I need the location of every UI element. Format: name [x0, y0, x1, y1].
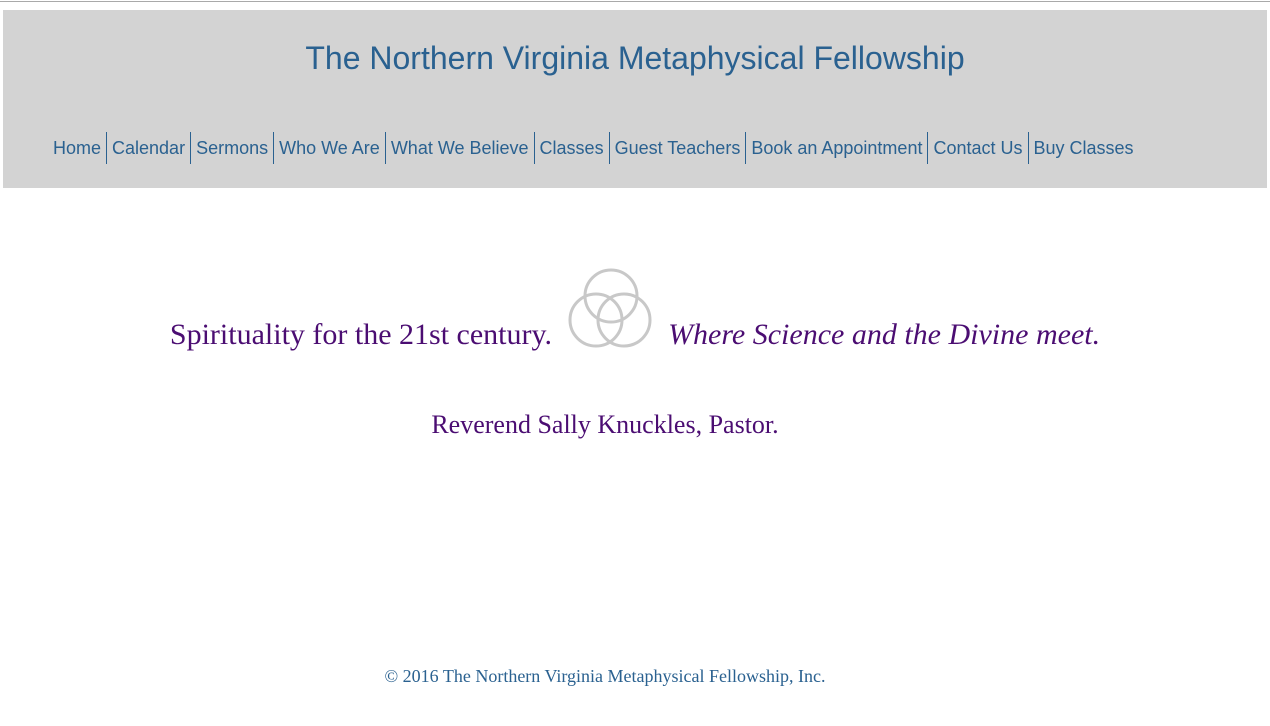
site-title[interactable]: The Northern Virginia Metaphysical Fellowship	[305, 40, 965, 76]
nav-item-buy-classes[interactable]: Buy Classes	[1028, 132, 1139, 164]
trinity-rings-icon	[566, 268, 656, 354]
nav-item-classes[interactable]: Classes	[534, 132, 609, 164]
nav-item-calendar[interactable]: Calendar	[106, 132, 190, 164]
nav-item-book-an-appointment[interactable]: Book an Appointment	[745, 132, 927, 164]
top-divider	[0, 1, 1270, 2]
nav-item-what-we-believe[interactable]: What We Believe	[385, 132, 534, 164]
tagline	[0, 268, 1270, 354]
footer-copyright: © 2016 The Northern Virginia Metaphysical Fellowship, Inc.	[384, 666, 826, 686]
nav-item-contact-us[interactable]: Contact Us	[927, 132, 1027, 164]
nav-item-who-we-are[interactable]: Who We Are	[273, 132, 385, 164]
nav-item-guest-teachers[interactable]: Guest Teachers	[609, 132, 746, 164]
tagline-right: Where Science and the Divine meet.	[668, 318, 1101, 351]
tagline-left: Spirituality for the 21st century.	[169, 318, 553, 351]
main-nav	[48, 132, 1139, 164]
nav-item-sermons[interactable]: Sermons	[190, 132, 273, 164]
nav-item-home[interactable]: Home	[53, 137, 102, 158]
pastor-line: Reverend Sally Knuckles, Pastor.	[431, 410, 779, 439]
site-header	[3, 10, 1267, 188]
